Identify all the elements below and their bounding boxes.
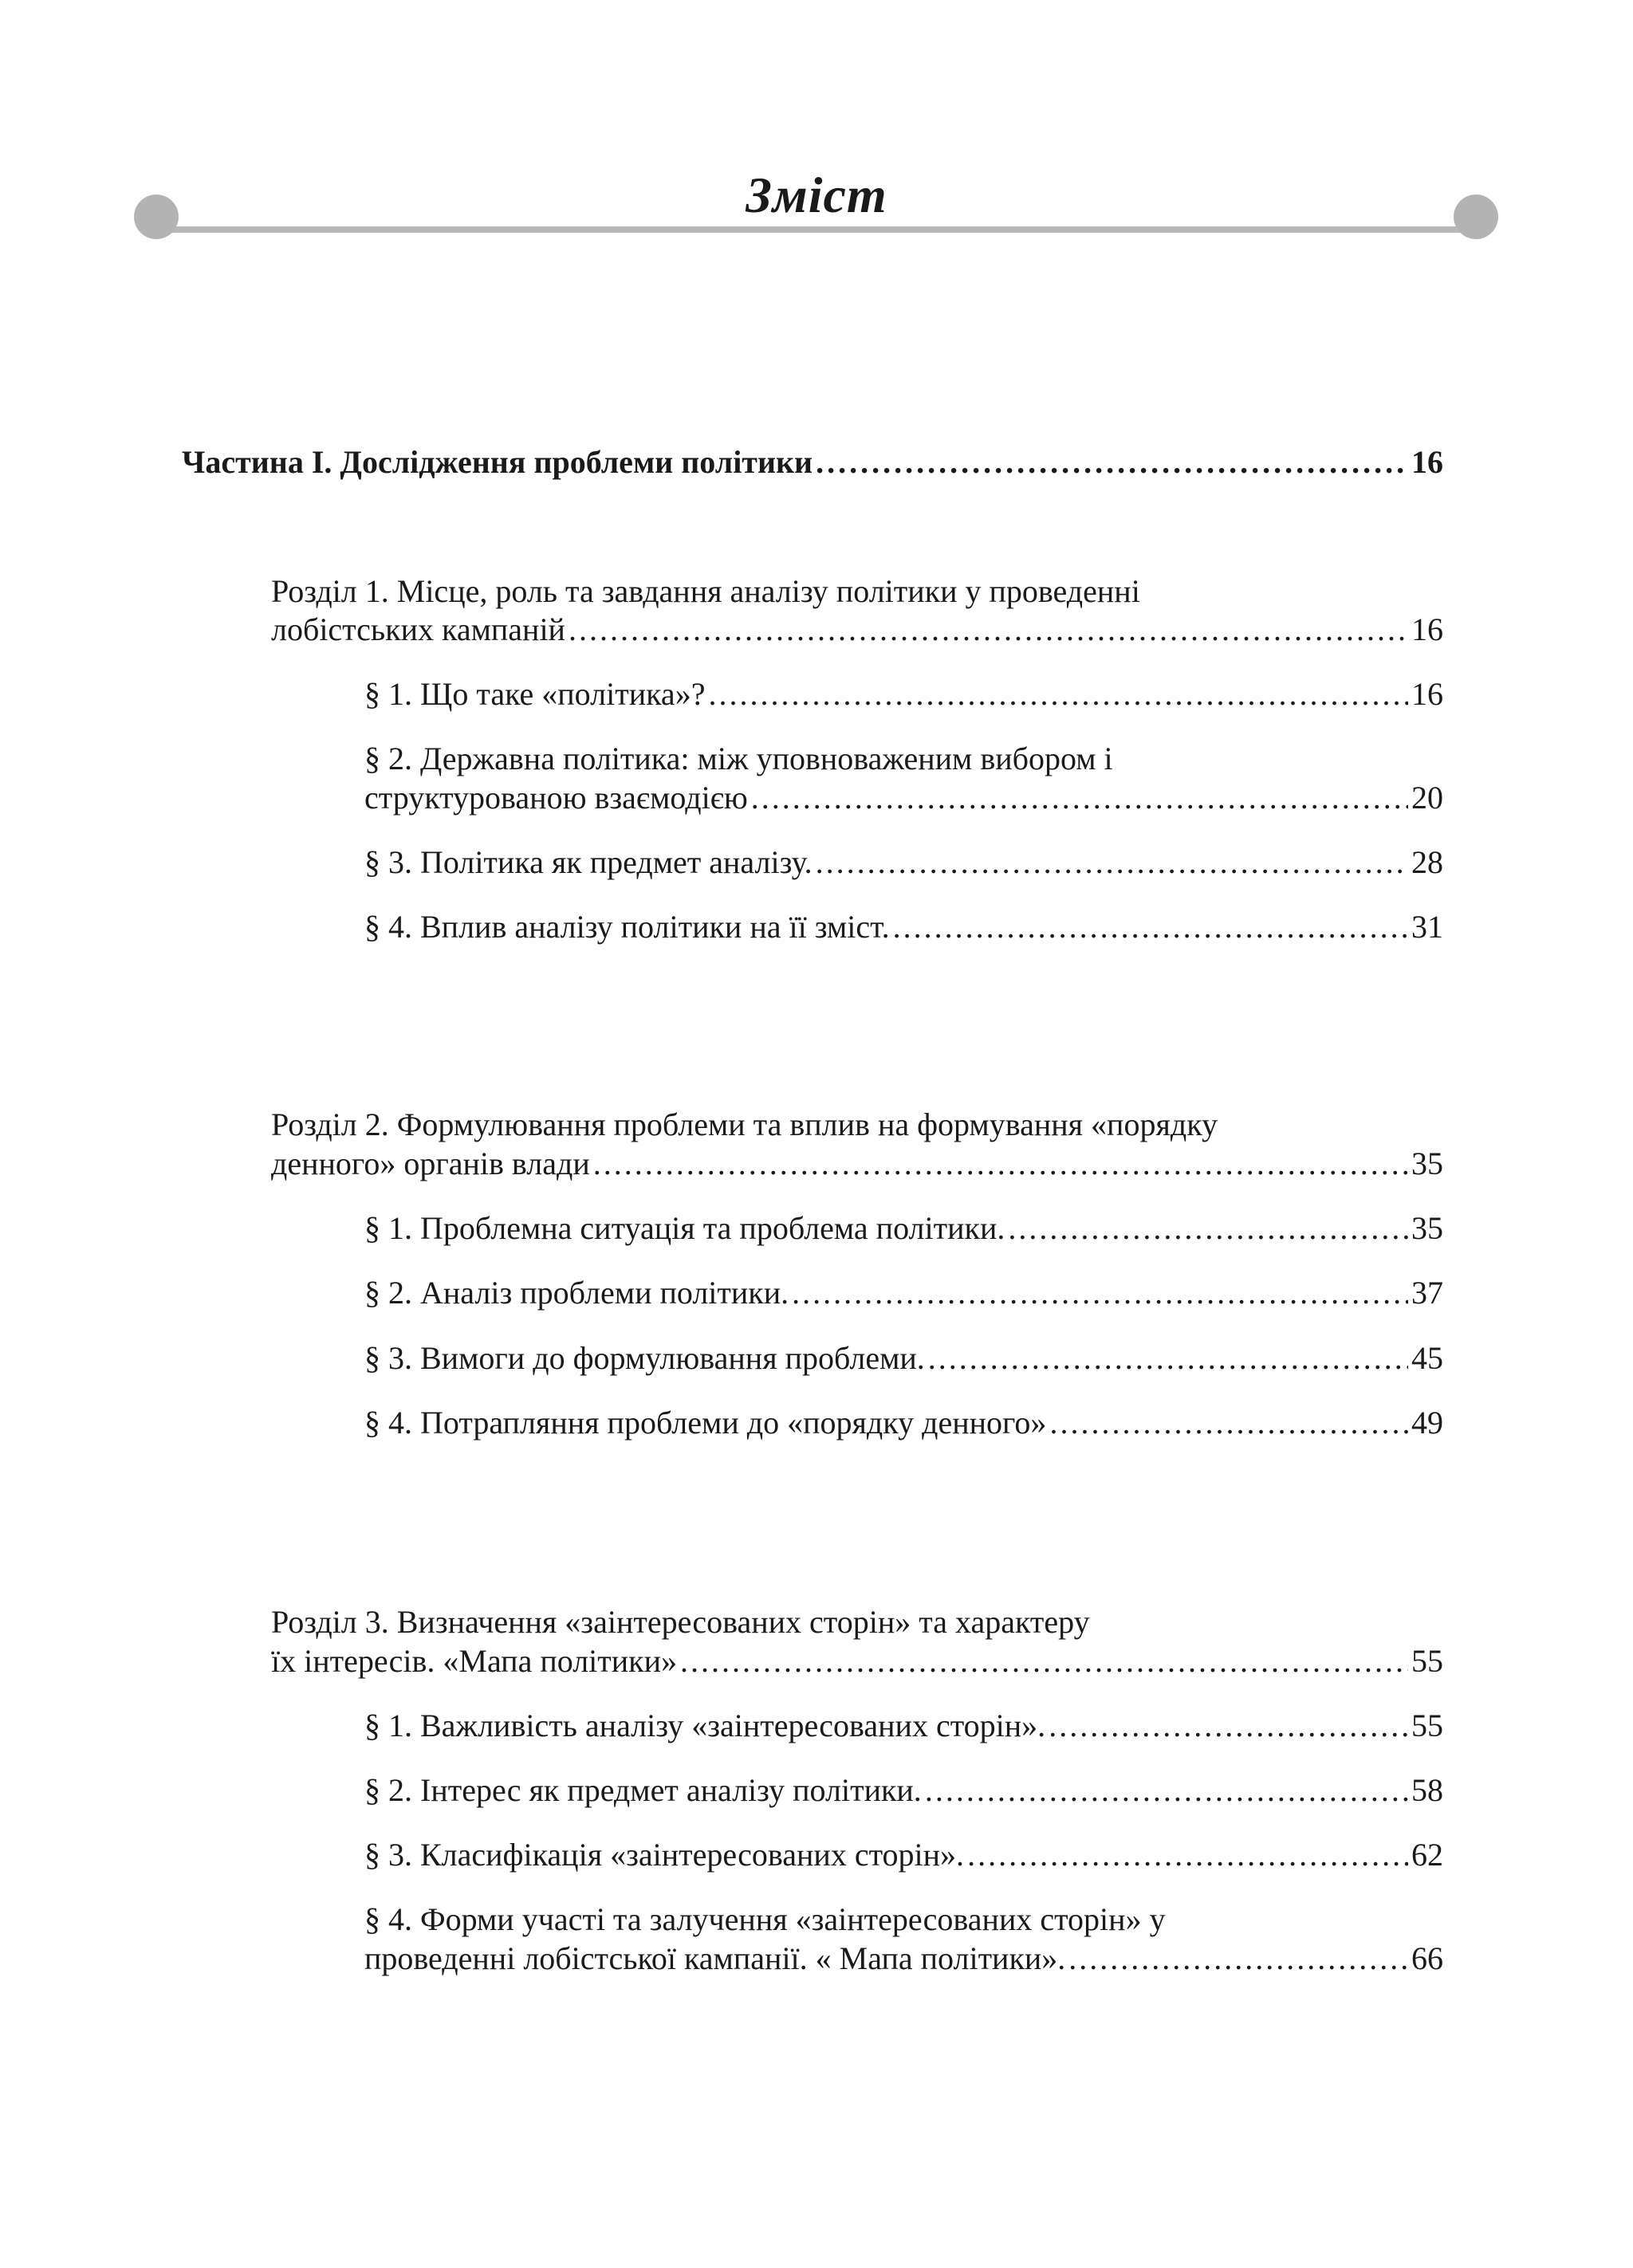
toc-entry-page: 62 (1411, 1837, 1443, 1873)
dot-leader (792, 1277, 1408, 1309)
toc-entry-page: 35 (1411, 1210, 1443, 1246)
dot-leader (680, 1645, 1408, 1677)
toc-s3-para-4-line1[interactable]: § 4. Форми участі та залучення «заінтересованих сторін» у (364, 1901, 1166, 1937)
toc-part-1-page: 16 (1411, 444, 1443, 480)
toc-entry-label: § 3. Політика як предмет аналізу. (364, 844, 813, 880)
toc-s1-para-4[interactable] (364, 911, 1443, 943)
toc-entry-label: § 1. Проблемна ситуація та проблема політики. (364, 1210, 1005, 1246)
toc-section-2-page: 35 (1411, 1146, 1443, 1181)
dot-leader (893, 911, 1408, 943)
dot-leader (1068, 1943, 1408, 1975)
dot-leader (925, 1775, 1408, 1806)
toc-entry-page: 31 (1411, 909, 1443, 945)
toc-entry-label: § 1. Важливість аналізу «заінтересованих сторін». (364, 1708, 1046, 1743)
toc-s3-para-3[interactable] (364, 1839, 1443, 1871)
toc-part-1-label: Частина І. Дослідження проблеми політики (182, 444, 813, 480)
toc-section-3[interactable] (271, 1645, 1443, 1677)
toc-entry-page: 16 (1411, 676, 1443, 712)
toc-entry-page: 55 (1411, 1708, 1443, 1743)
toc-s1-para-2-line1[interactable]: § 2. Державна політика: між уповноваженим вибором і (364, 741, 1113, 776)
toc-entry-label: § 4. Вплив аналізу політики на її зміст. (364, 909, 890, 945)
dot-leader (1049, 1710, 1408, 1742)
toc-s2-para-1[interactable] (364, 1210, 1443, 1246)
toc-section-3-label: їх інтересів. «Мапа політики» (271, 1643, 678, 1679)
toc-section-3-page: 55 (1411, 1643, 1443, 1679)
toc-section-1-page: 16 (1411, 611, 1443, 647)
toc-section-2-line1[interactable]: Розділ 2. Формулювання проблеми та вплив на формування «порядку (271, 1106, 1218, 1142)
toc-entry-page: 66 (1411, 1940, 1443, 1976)
dot-leader (569, 614, 1408, 646)
toc-section-1[interactable] (271, 611, 1443, 647)
dot-leader (928, 1342, 1408, 1374)
toc-s1-para-2[interactable] (364, 782, 1443, 814)
toc-section-1-label: лобістських кампаній (271, 611, 565, 647)
toc-part-1[interactable] (182, 446, 1443, 478)
toc-entry-label: § 3. Вимоги до формулювання проблеми. (364, 1340, 925, 1376)
toc-entry-page: 28 (1411, 844, 1443, 880)
header-rule (151, 226, 1483, 233)
toc-s2-para-3[interactable] (364, 1342, 1443, 1374)
dot-leader (751, 782, 1408, 814)
toc-entry-label: § 3. Класифікація «заінтересованих сторін». (364, 1837, 965, 1873)
dot-leader (1049, 1407, 1408, 1439)
toc-s3-para-2[interactable] (364, 1772, 1443, 1808)
dot-leader (967, 1839, 1408, 1871)
page-title: Зміст (746, 167, 887, 223)
toc-section-2[interactable] (271, 1148, 1443, 1180)
toc-s3-para-4[interactable] (364, 1940, 1443, 1976)
toc-entry-page: 58 (1411, 1772, 1443, 1808)
dot-leader (816, 847, 1408, 879)
toc-entry-page: 49 (1411, 1405, 1443, 1441)
dot-leader (593, 1148, 1408, 1180)
toc-entry-label: § 2. Інтерес як предмет аналізу політики. (364, 1772, 922, 1808)
dot-leader (816, 446, 1408, 478)
toc-entry-page: 37 (1411, 1275, 1443, 1311)
toc-section-1-line1[interactable]: Розділ 1. Місце, роль та завдання аналізу політики у проведенні (271, 573, 1140, 609)
toc-section-2-label: денного» органів влади (271, 1146, 590, 1181)
toc-entry-page: 20 (1411, 780, 1443, 816)
toc-entry-label: § 2. Аналіз проблеми політики. (364, 1275, 789, 1311)
toc-s3-para-1[interactable] (364, 1710, 1443, 1742)
toc-s2-para-2[interactable] (364, 1277, 1443, 1309)
toc-s1-para-3[interactable] (364, 844, 1443, 880)
dot-leader (708, 678, 1408, 710)
toc-s1-para-1[interactable] (364, 678, 1443, 710)
toc-section-3-line1[interactable]: Розділ 3. Визначення «заінтересованих сторін» та характеру (271, 1604, 1090, 1640)
toc-s2-para-4[interactable] (364, 1407, 1443, 1439)
toc-entry-label: § 4. Потрапляння проблеми до «порядку денного» (364, 1405, 1047, 1441)
dot-leader (1008, 1213, 1408, 1244)
toc-entry-label: проведенні лобістської кампанії. « Мапа політики». (364, 1940, 1066, 1976)
toc-entry-label: § 1. Що таке «політика»? (364, 676, 706, 712)
toc-entry-label: структурованою взаємодією (364, 780, 748, 816)
toc-entry-page: 45 (1411, 1340, 1443, 1376)
